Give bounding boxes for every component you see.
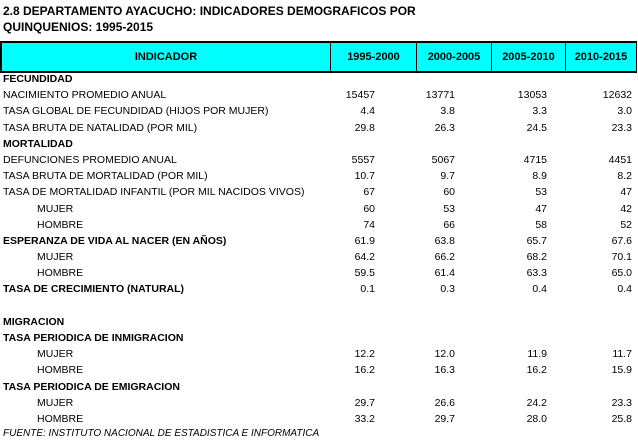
row-value: 28.0: [526, 412, 547, 425]
row-value: 33.2: [354, 412, 375, 425]
row-label: TASA BRUTA DE MORTALIDAD (POR MIL): [3, 170, 208, 183]
row-value: 68.2: [526, 251, 547, 264]
table-row: [0, 217, 637, 233]
header-2005-2010: 2005-2010: [492, 43, 566, 71]
row-label: MIGRACION: [3, 315, 65, 328]
row-value: 5067: [431, 153, 455, 166]
row-value: 53: [535, 186, 547, 199]
row-value: 9.7: [440, 170, 455, 183]
header-indicador: INDICADOR: [2, 43, 331, 71]
row-value: 29.7: [354, 396, 375, 409]
table-row: [0, 346, 637, 362]
row-value: 61.4: [434, 267, 455, 280]
source-note: FUENTE: INSTITUTO NACIONAL DE ESTADISTICA E INFORMATICA: [3, 428, 320, 439]
row-value: 64.2: [354, 251, 375, 264]
row-value: 15.9: [611, 364, 632, 377]
row-label: TASA PERIODICA DE EMIGRACION: [3, 380, 180, 393]
row-value: 23.3: [611, 396, 632, 409]
table-row: [0, 298, 637, 314]
row-value: 13053: [517, 89, 547, 102]
row-label: MUJER: [37, 251, 74, 264]
table-row: [0, 184, 637, 200]
row-value: 53: [443, 202, 455, 215]
row-label: FECUNDIDAD: [3, 73, 73, 85]
row-value: 8.9: [532, 170, 547, 183]
row-value: 61.9: [354, 234, 375, 247]
table-row: [0, 314, 637, 330]
row-label: TASA DE MORTALIDAD INFANTIL (POR MIL NACIDOS VIVOS): [3, 186, 305, 199]
row-value: 65.0: [611, 267, 632, 280]
row-value: 15457: [345, 89, 375, 102]
row-value: 4.4: [360, 105, 375, 118]
row-value: 3.0: [617, 105, 632, 118]
row-value: 25.8: [611, 412, 632, 425]
row-label: HOMBRE: [37, 412, 84, 425]
row-value: 16.2: [354, 364, 375, 377]
row-value: 12.0: [434, 348, 455, 361]
row-value: 70.1: [611, 251, 632, 264]
row-value: 26.6: [434, 396, 455, 409]
row-value: 11.9: [527, 348, 547, 361]
row-label: NACIMIENTO PROMEDIO ANUAL: [3, 89, 167, 102]
row-value: 29.8: [354, 121, 375, 134]
title-line-2: QUINQUENIOS: 1995-2015: [3, 20, 154, 34]
row-value: 4451: [608, 153, 632, 166]
table-row: [0, 152, 637, 168]
table-row: [0, 411, 637, 427]
row-value: 47: [620, 186, 632, 199]
row-value: 63.3: [526, 267, 547, 280]
table-row: [0, 395, 637, 411]
row-value: 66: [443, 218, 455, 231]
row-label: MUJER: [37, 348, 74, 361]
table-row: [0, 330, 637, 346]
row-value: 0.3: [440, 283, 455, 296]
row-label: ESPERANZA DE VIDA AL NACER (EN AÑOS): [3, 234, 227, 247]
row-value: 26.3: [434, 121, 455, 134]
row-label: HOMBRE: [37, 267, 84, 280]
header-2000-2005: 2000-2005: [417, 43, 492, 71]
row-value: 24.5: [526, 121, 547, 134]
row-value: 8.2: [617, 170, 632, 183]
row-value: 63.8: [434, 234, 455, 247]
row-value: 16.3: [434, 364, 455, 377]
row-value: 12.2: [354, 348, 375, 361]
table-body: [0, 71, 637, 427]
row-value: 0.4: [532, 283, 547, 296]
row-label: MORTALIDAD: [3, 137, 73, 150]
row-value: 16.2: [526, 364, 547, 377]
row-value: 11.7: [612, 348, 632, 361]
row-label: TASA GLOBAL DE FECUNDIDAD (HIJOS POR MUJER): [3, 105, 269, 118]
row-label: DEFUNCIONES PROMEDIO ANUAL: [3, 153, 177, 166]
row-value: 4715: [523, 153, 547, 166]
row-value: 3.8: [440, 105, 455, 118]
row-value: 67: [363, 186, 375, 199]
row-value: 0.4: [617, 283, 632, 296]
table-row: [0, 120, 637, 136]
table-row: [0, 168, 637, 184]
row-label: HOMBRE: [37, 364, 84, 377]
table-row: [0, 379, 637, 395]
table-row: [0, 87, 637, 103]
row-label: TASA PERIODICA DE INMIGRACION: [3, 332, 184, 344]
table-row: [0, 281, 637, 297]
row-value: 0.1: [360, 283, 375, 296]
table-row: [0, 233, 637, 249]
row-value: 10.7: [354, 170, 375, 183]
table-row: [0, 71, 637, 87]
table-row: [0, 103, 637, 119]
header-2010-2015: 2010-2015: [566, 43, 637, 71]
row-value: 67.6: [611, 234, 632, 247]
row-value: 52: [620, 218, 632, 231]
row-label: MUJER: [37, 396, 74, 409]
row-value: 13771: [425, 89, 455, 102]
row-label: MUJER: [37, 202, 74, 215]
row-value: 3.3: [532, 105, 547, 118]
row-value: 60: [443, 186, 455, 199]
table-row: [0, 265, 637, 281]
row-label: TASA DE CRECIMIENTO (NATURAL): [3, 283, 185, 296]
row-value: 60: [363, 202, 375, 215]
row-value: 74: [363, 218, 375, 231]
row-value: 42: [620, 202, 632, 215]
report-title: [3, 3, 416, 35]
row-value: 5557: [351, 153, 375, 166]
row-value: 66.2: [434, 251, 455, 264]
row-value: 65.7: [526, 234, 547, 247]
row-value: 24.2: [526, 396, 547, 409]
row-value: 47: [535, 202, 547, 215]
table-row: [0, 249, 637, 265]
header-1995-2000: 1995-2000: [331, 43, 417, 71]
table-row: [0, 201, 637, 217]
row-label: HOMBRE: [37, 218, 84, 231]
row-value: 59.5: [354, 267, 375, 280]
row-value: 58: [535, 218, 547, 231]
table-row: [0, 136, 637, 152]
row-value: 12632: [602, 89, 632, 102]
title-line-1: 2.8 DEPARTAMENTO AYACUCHO: INDICADORES DEMOGRAFICOS POR: [3, 4, 416, 18]
row-label: TASA BRUTA DE NATALIDAD (POR MIL): [3, 121, 198, 134]
table-row: [0, 362, 637, 378]
row-value: 29.7: [434, 412, 455, 425]
row-value: 23.3: [611, 121, 632, 134]
table-header: [0, 41, 637, 73]
